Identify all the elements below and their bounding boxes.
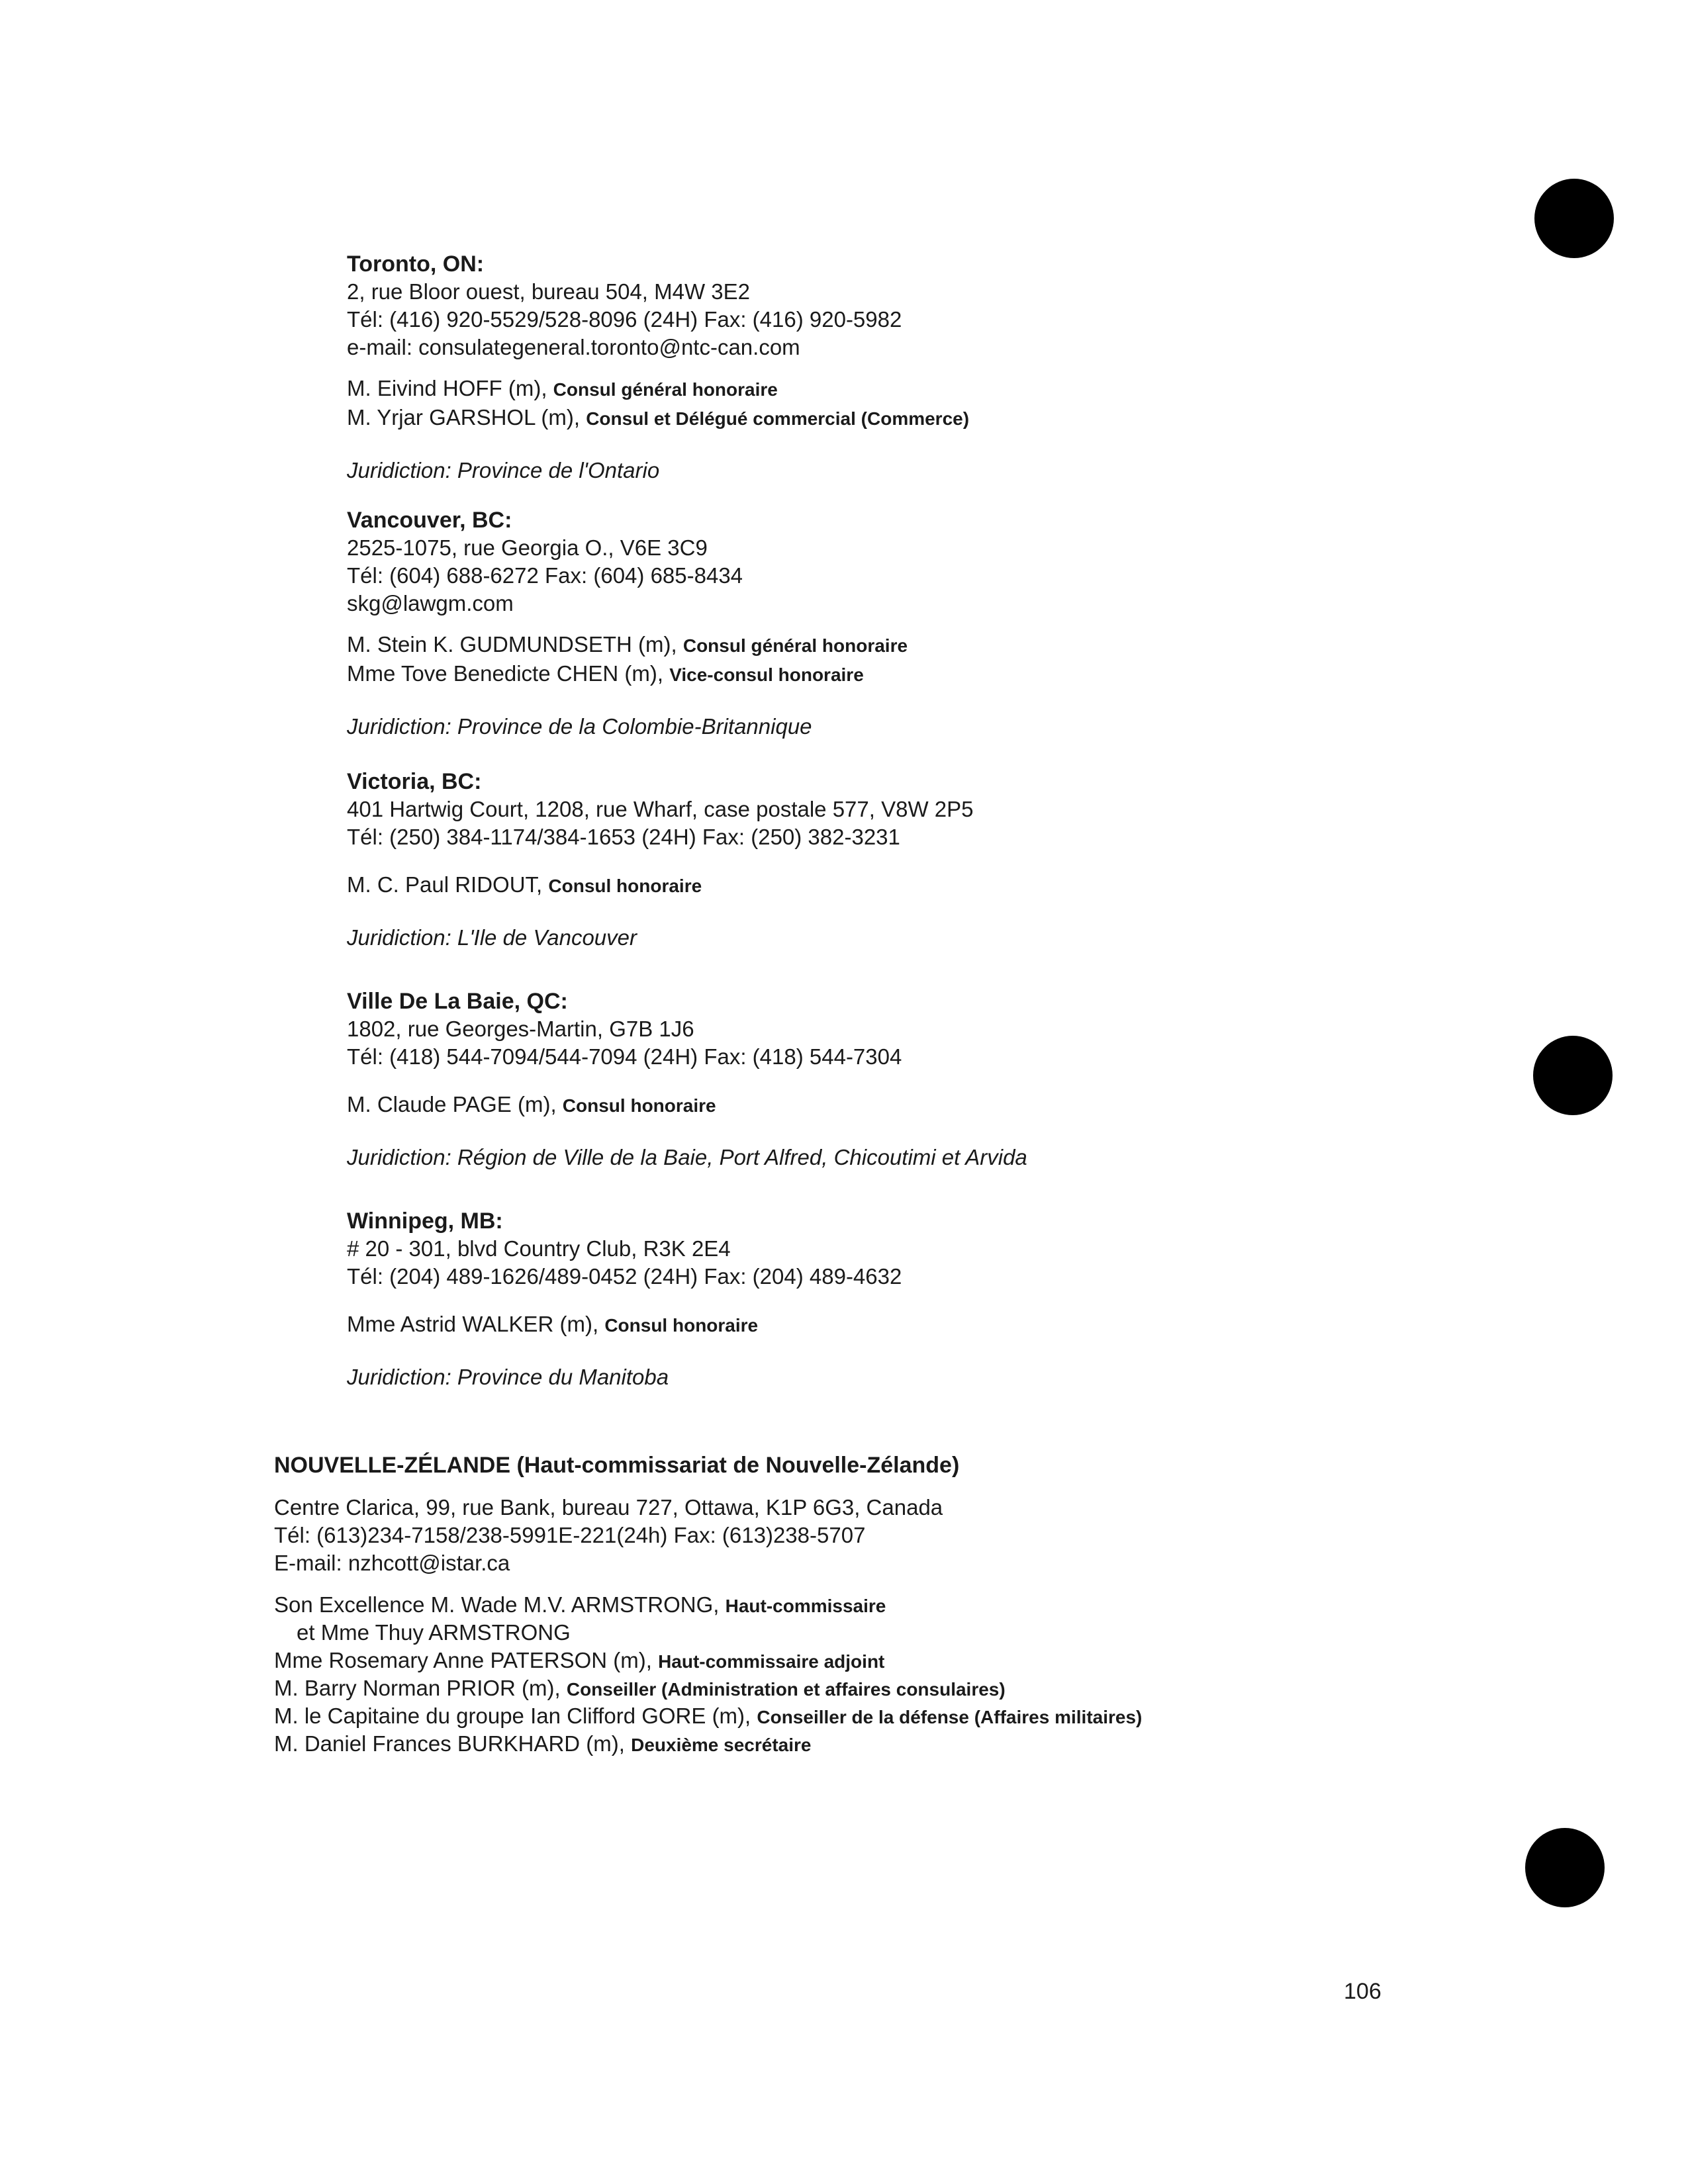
staff-name: M. Barry Norman PRIOR (m),	[274, 1676, 567, 1700]
staff-line	[347, 1091, 1605, 1120]
staff-role: Conseiller (Administration et affaires consulaires)	[566, 1679, 1006, 1700]
city-heading: Toronto, ON:	[347, 251, 485, 277]
address-line: 1802, rue Georges-Martin, G7B 1J6	[347, 1017, 694, 1041]
staff-role: Vice-consul honoraire	[669, 664, 864, 685]
staff-role: Consul honoraire	[562, 1095, 716, 1116]
staff-role: Haut-commissaire adjoint	[658, 1651, 885, 1672]
consulate-victoria	[347, 768, 1605, 952]
staff-name: M. Stein K. GUDMUNDSETH (m),	[347, 632, 683, 657]
staff-line	[347, 871, 1605, 900]
staff-name: Son Excellence M. Wade M.V. ARMSTRONG,	[274, 1592, 726, 1617]
consulate-ville-de-la-baie	[347, 987, 1605, 1171]
staff-name: Mme Tove Benedicte CHEN (m),	[347, 661, 670, 686]
email-line: E-mail: nzhcott@istar.ca	[274, 1551, 510, 1575]
staff-name: M. Eivind HOFF (m),	[347, 376, 553, 400]
staff-role: Deuxième secrétaire	[631, 1735, 812, 1755]
address-line: 2, rue Bloor ouest, bureau 504, M4W 3E2	[347, 279, 751, 304]
phone-line: Tél: (250) 384-1174/384-1653 (24H) Fax: (250) 382-3231	[347, 825, 900, 849]
staff-role: Conseiller de la défense (Affaires militaires)	[757, 1707, 1143, 1727]
city-heading: Victoria, BC:	[347, 769, 482, 794]
staff-line	[274, 1731, 1598, 1758]
jurisdiction: Juridiction: Province de l'Ontario	[347, 458, 660, 482]
consulate-winnipeg	[347, 1207, 1605, 1391]
email-line: skg@lawgm.com	[347, 591, 514, 615]
staff-name: M. Daniel Frances BURKHARD (m),	[274, 1731, 632, 1756]
staff-line	[347, 375, 1605, 404]
staff-line	[274, 1619, 1598, 1647]
punch-hole-top	[1534, 179, 1614, 258]
staff-name: M. le Capitaine du groupe Ian Clifford GORE (m),	[274, 1704, 757, 1728]
phone-line: Tél: (416) 920-5529/528-8096 (24H) Fax: (416) 920-5982	[347, 307, 902, 332]
staff-name: Mme Astrid WALKER (m),	[347, 1312, 605, 1336]
staff-role: Consul honoraire	[548, 876, 702, 896]
consulate-vancouver	[347, 506, 1605, 741]
new-zealand-section	[274, 1451, 1598, 1758]
staff-name: M. C. Paul RIDOUT,	[347, 872, 549, 897]
staff-line	[347, 404, 1605, 433]
city-heading: Vancouver, BC:	[347, 508, 512, 533]
staff-line	[347, 631, 1605, 660]
staff-role: Consul général honoraire	[682, 635, 908, 656]
phone-line: Tél: (204) 489-1626/489-0452 (24H) Fax: (204) 489-4632	[347, 1264, 902, 1289]
address-line: # 20 - 301, blvd Country Club, R3K 2E4	[347, 1236, 731, 1261]
staff-line	[274, 1675, 1598, 1703]
address-line: Centre Clarica, 99, rue Bank, bureau 727, Ottawa, K1P 6G3, Canada	[274, 1495, 943, 1520]
jurisdiction: Juridiction: Province de la Colombie-Britannique	[347, 714, 812, 739]
jurisdiction: Juridiction: L'Ile de Vancouver	[347, 925, 637, 950]
address-line: 401 Hartwig Court, 1208, rue Wharf, case postale 577, V8W 2P5	[347, 797, 974, 821]
phone-line: Tél: (604) 688-6272 Fax: (604) 685-8434	[347, 563, 743, 588]
punch-hole-bottom	[1525, 1828, 1605, 1907]
staff-role: Consul général honoraire	[553, 379, 778, 400]
phone-line: Tél: (418) 544-7094/544-7094 (24H) Fax: (418) 544-7304	[347, 1044, 902, 1069]
section-title: NOUVELLE-ZÉLANDE (Haut-commissariat de Nouvelle-Zélande)	[274, 1453, 960, 1478]
staff-name: et Mme Thuy ARMSTRONG	[297, 1620, 571, 1645]
consulate-toronto	[347, 250, 1605, 484]
jurisdiction: Juridiction: Province du Manitoba	[347, 1365, 669, 1389]
city-heading: Winnipeg, MB:	[347, 1208, 503, 1234]
staff-line	[274, 1703, 1598, 1731]
staff-role: Consul honoraire	[604, 1315, 759, 1336]
page-number: 106	[1344, 1979, 1382, 2004]
staff-name: M. Claude PAGE (m),	[347, 1092, 563, 1116]
staff-name: M. Yrjar GARSHOL (m),	[347, 405, 586, 430]
staff-line	[347, 660, 1605, 689]
staff-line	[274, 1647, 1598, 1675]
email-line: e-mail: consulategeneral.toronto@ntc-can.com	[347, 335, 800, 359]
jurisdiction: Juridiction: Région de Ville de la Baie, Port Alfred, Chicoutimi et Arvida	[347, 1145, 1027, 1169]
staff-role: Consul et Délégué commercial (Commerce)	[586, 408, 970, 429]
address-line: 2525-1075, rue Georgia O., V6E 3C9	[347, 535, 708, 560]
staff-role: Haut-commissaire	[725, 1596, 886, 1616]
city-heading: Ville De La Baie, QC:	[347, 989, 568, 1014]
staff-name: Mme Rosemary Anne PATERSON (m),	[274, 1648, 659, 1672]
staff-line	[274, 1592, 1598, 1619]
phone-line: Tél: (613)234-7158/238-5991E-221(24h) Fax: (613)238-5707	[274, 1523, 866, 1547]
staff-line	[347, 1310, 1605, 1340]
